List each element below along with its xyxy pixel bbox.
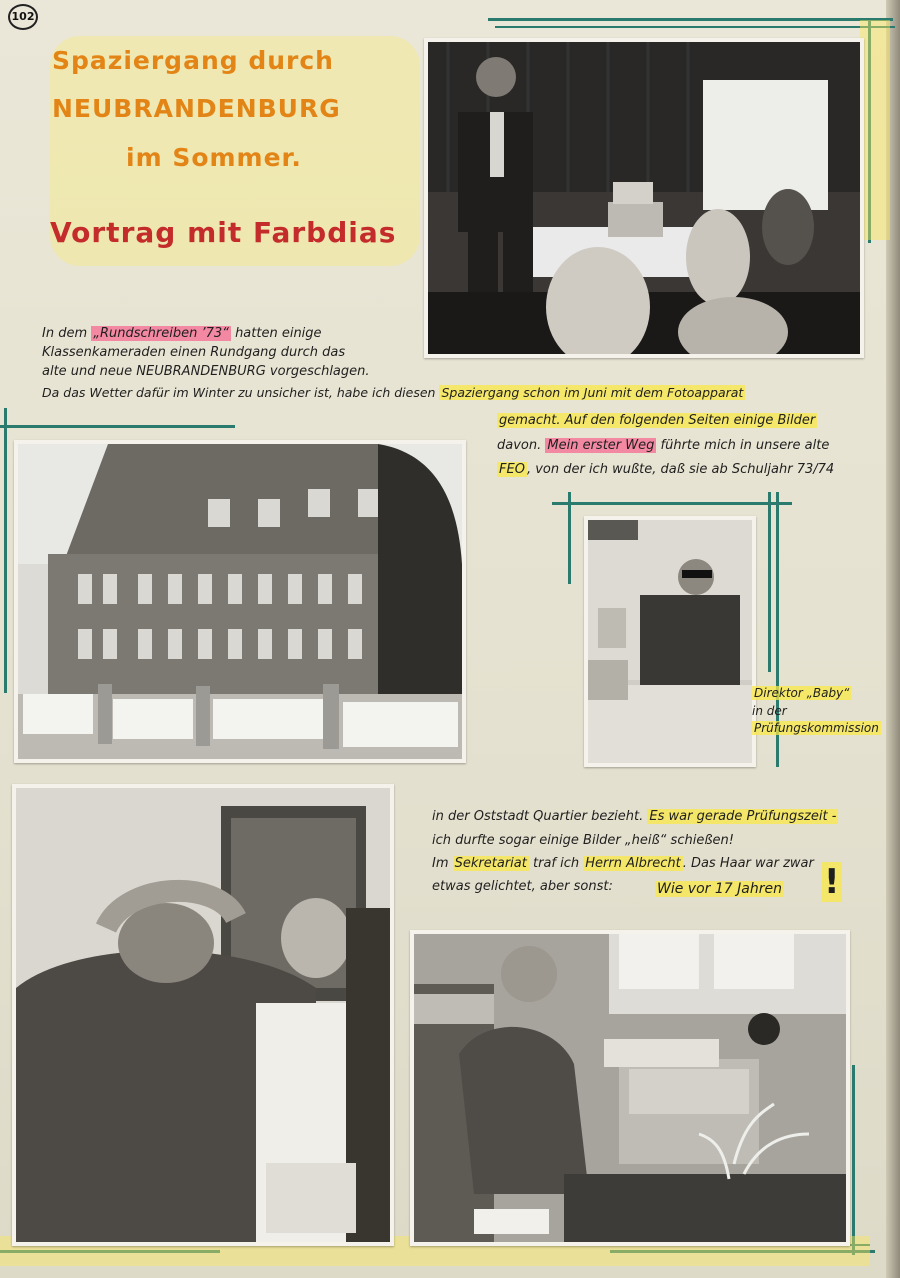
subtitle: Vortrag mit Farbdias — [50, 216, 397, 249]
caption-line: Prüfungskommission — [754, 721, 879, 735]
text-line: Da das Wetter dafür im Winter zu unsicher ist, habe ich diesen Spaziergang schon im Juni mit dem Fotoapparat — [42, 385, 744, 400]
green-marker-line — [0, 425, 235, 428]
yellow-marker-glow — [860, 20, 890, 240]
photo-director-baby — [584, 516, 756, 767]
text-line: gemacht. Auf den folgenden Seiten einige Bilder — [499, 413, 816, 428]
photo-school-building — [14, 440, 466, 763]
text-line: FEO , von der ich wußte, daß sie ab Schuljahr 73/74 — [499, 462, 835, 477]
text-line-highlight: Wie vor 17 Jahren — [657, 881, 782, 897]
green-marker-line — [768, 492, 771, 672]
green-marker-line — [852, 1065, 855, 1255]
green-marker-line — [552, 502, 792, 505]
text-line: Klassenkameraden einen Rundgang durch das — [42, 345, 346, 360]
green-marker-line — [4, 408, 7, 693]
text-line: in der Oststadt Quartier bezieht. Es war gerade Prüfungszeit - — [432, 809, 837, 824]
green-marker-line — [488, 18, 893, 21]
text-line: alte und neue NEUBRANDENBURG vorgeschlagen. — [42, 364, 370, 379]
text-line: Im Sekretariat traf ich Herrn Albrecht . Das Haar war zwar — [432, 856, 814, 871]
text-line: ich durfte sogar einige Bilder „heiß“ schießen! — [432, 833, 734, 848]
text-line: etwas gelichtet, aber sonst: — [432, 879, 613, 894]
text-line: davon. Mein erster Weg führte mich in unsere alte — [497, 438, 830, 453]
title-line-2: NEUBRANDENBURG — [52, 94, 341, 123]
caption-line: Direktor „Baby“ — [754, 686, 850, 700]
exclamation-mark: ! — [824, 862, 840, 902]
title-line-3: im Sommer. — [126, 143, 302, 172]
photo-lecture-slide-projector — [424, 38, 864, 358]
title-line-1: Spaziergang durch — [52, 46, 334, 75]
green-marker-line — [568, 492, 571, 584]
page-number: 102 — [8, 4, 38, 30]
photo-secretary-office — [410, 930, 850, 1246]
green-marker-line — [495, 26, 895, 28]
caption-line: in der — [752, 704, 787, 718]
photo-man-at-mirror — [12, 784, 394, 1246]
text-line: In dem „Rundschreiben ’73“ hatten einige — [42, 326, 322, 341]
